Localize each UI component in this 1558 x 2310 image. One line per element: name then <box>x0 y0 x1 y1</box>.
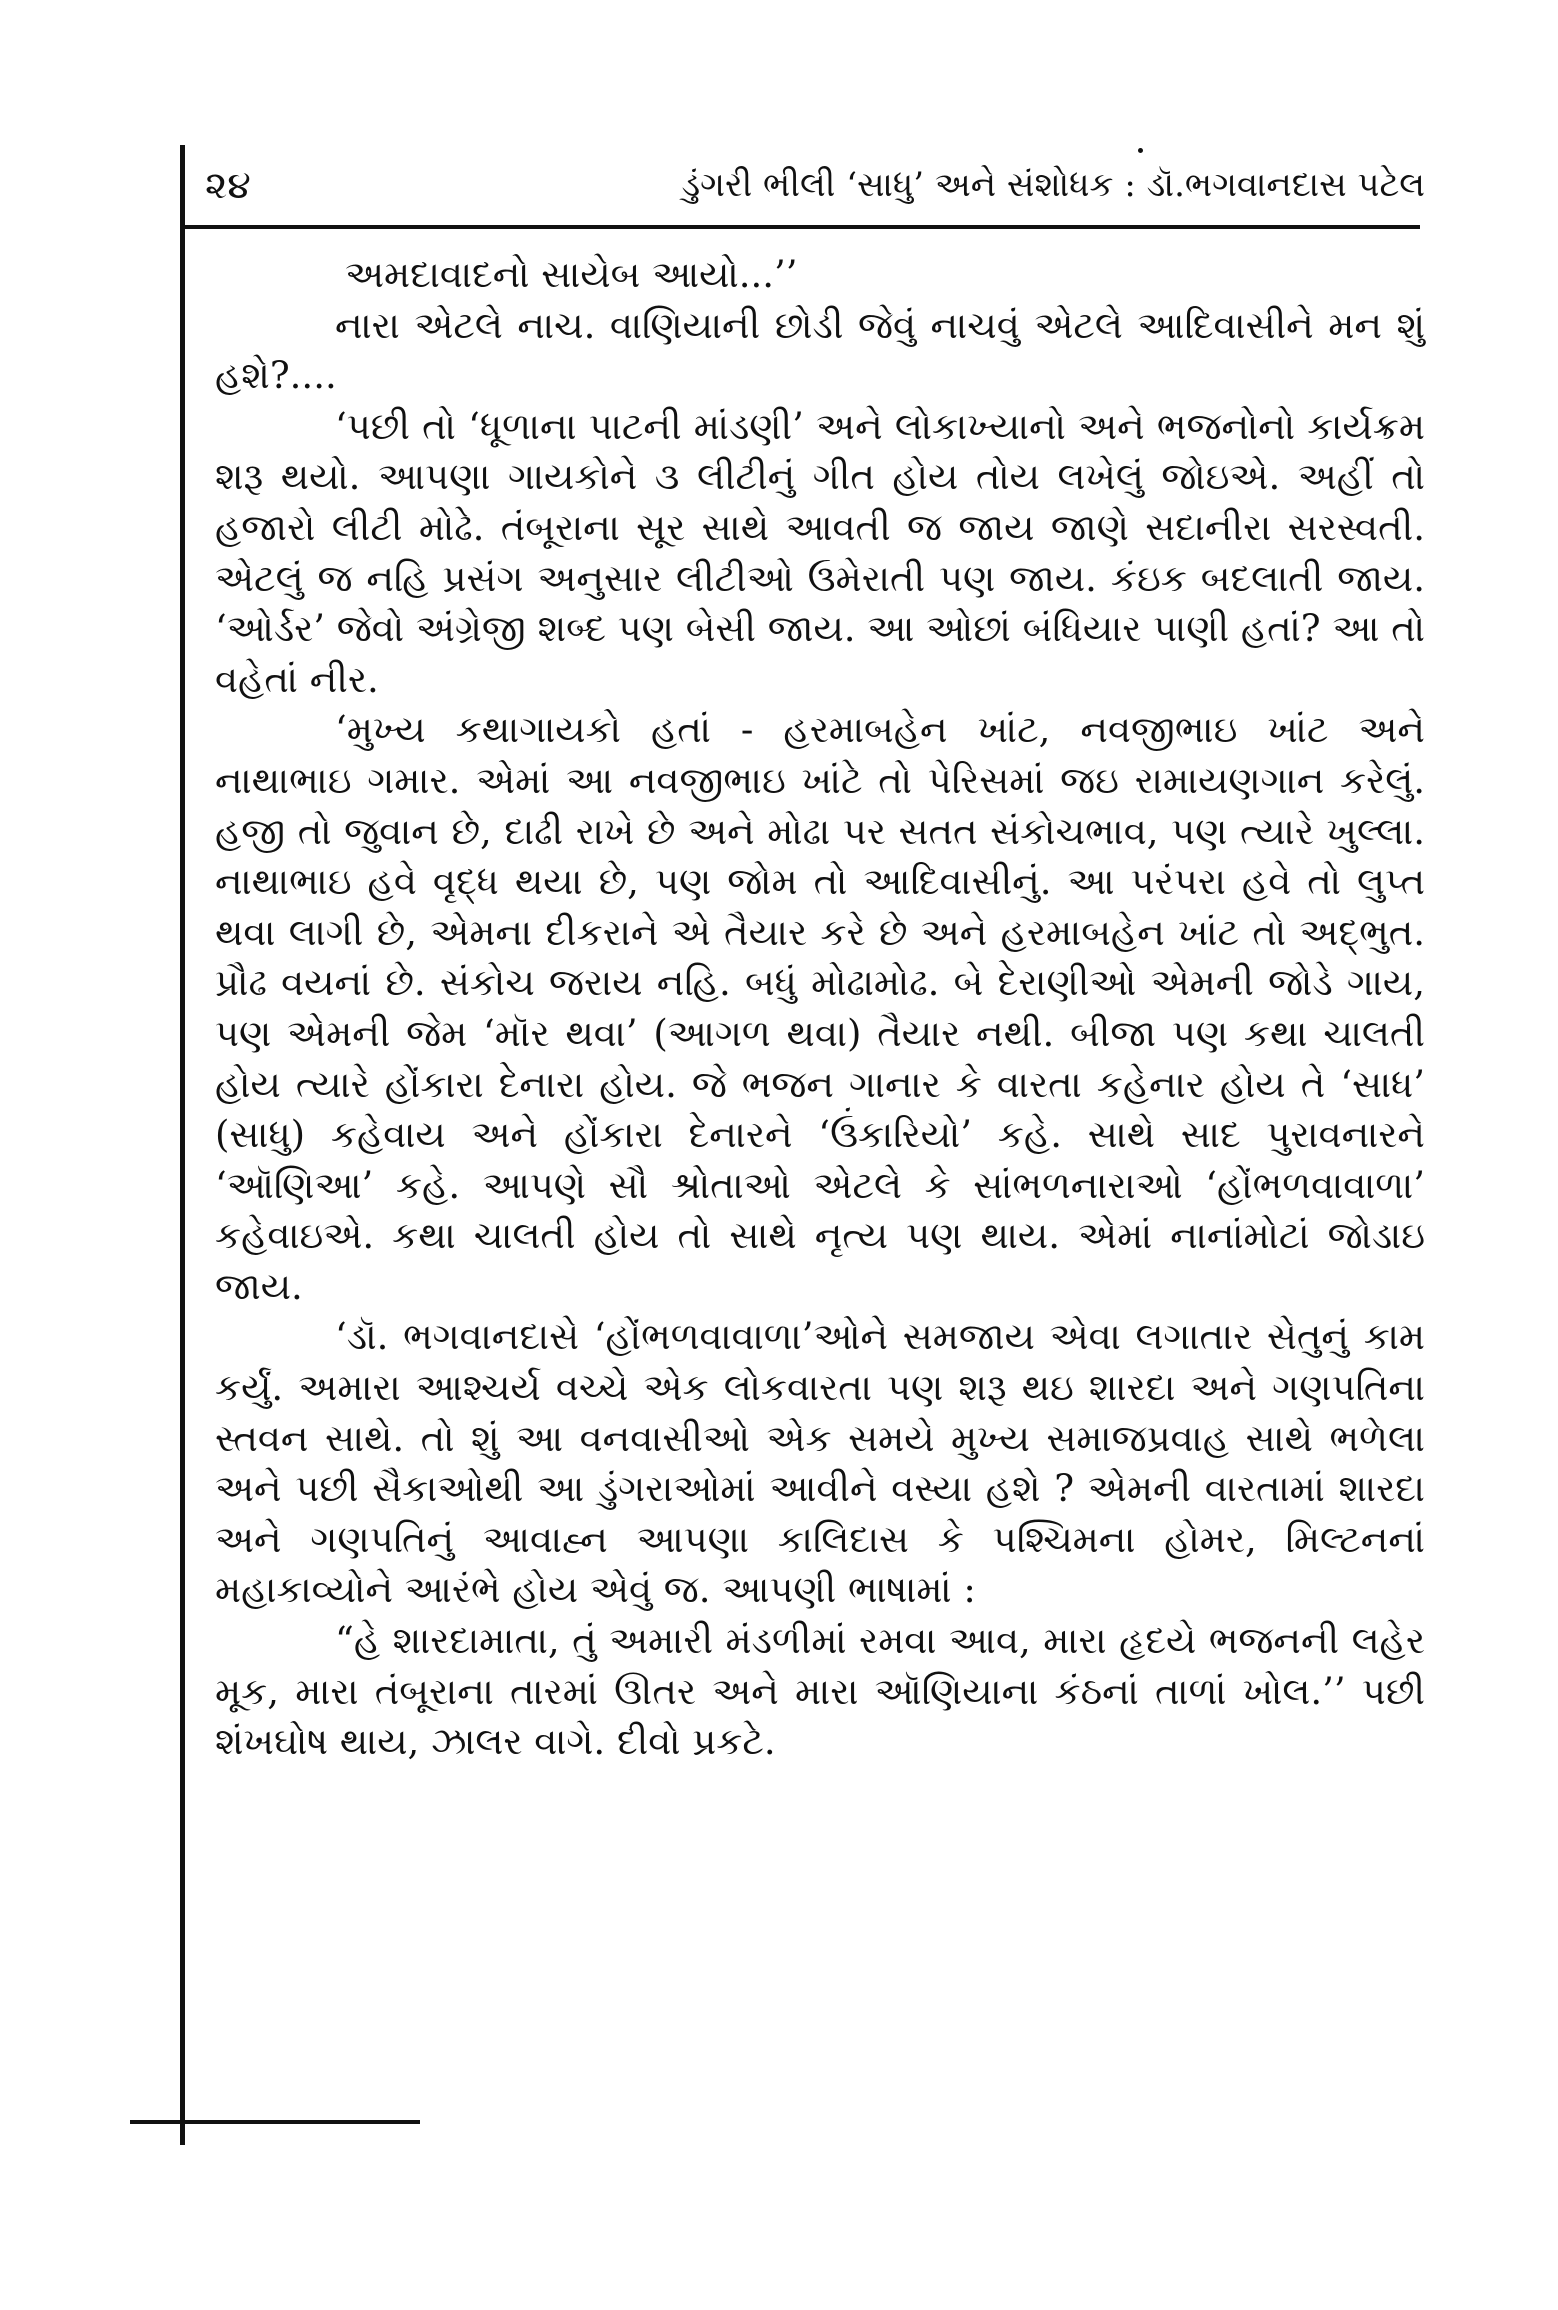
paragraph: “હે શારદામાતા, તું અમારી મંડળીમાં રમવા આવ, મારા હૃદયે ભજનની લહેર મૂક, મારા તંબૂરાના તારમાં ઊતર અને મારા ઑણિયાના કંઠનાં તાળાં ખોલ.’’ પછી શંખઘોષ થાય, ઝાલર વાગે. દીવો પ્રકટે. <box>215 1619 1425 1764</box>
header-rule <box>180 225 1420 229</box>
paragraph: ‘પછી તો ‘ધૂળાના પાટની માંડણી’ અને લોકાખ્યાનો અને ભજનોનો કાર્યક્રમ શરૂ થયો. આપણા ગાયકોને ૩ લીટીનું ગીત હોય તોય લખેલું જોઇએ. અહીં તો હજારો લીટી મોઢે. તંબૂરાના સૂર સાથે આવતી જ જાય જાણે સદાનીરા સરસ્વતી. એટલું જ નહિ પ્રસંગ અનુસાર લીટીઓ ઉમેરાતી પણ જાય. કંઇક બદલાતી જાય. ‘ઓર્ડર’ જેવો અંગ્રેજી શબ્દ પણ બેસી જાય. આ ઓછાં બંધિયાર પાણી હતાં? આ તો વહેતાં નીર. <box>215 404 1425 701</box>
paragraph: નારા એટલે નાચ. વાણિયાની છોડી જેવું નાચવું એટલે આદિવાસીને મન શું હશે?.... <box>215 303 1425 398</box>
paragraph: ‘ડૉ. ભગવાનદાસે ‘હોંભળવાવાળા’ઓને સમજાય એવા લગાતાર સેતુનું કામ કર્યું. અમારા આશ્ચર્ય વચ્ચે એક લોકવારતા પણ શરૂ થઇ શારદા અને ગણપતિના સ્તવન સાથે. તો શું આ વનવાસીઓ એક સમયે મુખ્ય સમાજપ્રવાહ સાથે ભળેલા અને પછી સૈકાઓથી આ ડુંગરાઓમાં આવીને વસ્યા હશે ? એમની વારતામાં શારદા અને ગણપતિનું આવાહ્ન આપણા કાલિદાસ કે પશ્ચિમના હોમર, મિલ્ટનનાં મહાકાવ્યોને આરંભે હોય એવું જ. આપણી ભાષામાં : <box>215 1315 1425 1612</box>
body-text <box>215 250 1425 1768</box>
running-head: ડુંગરી ભીલી ‘સાધુ’ અને સંશોધક : ડૉ.ભગવાનદાસ પટેલ <box>681 165 1425 205</box>
left-margin-rule <box>180 145 185 2145</box>
paragraph: અમદાવાદનો સાયેબ આયો...’’ <box>345 253 798 296</box>
footer-rule <box>130 2120 420 2124</box>
page-header <box>205 160 1425 210</box>
page-number: ૨૪ <box>205 163 251 207</box>
ink-dot <box>1138 148 1143 153</box>
paragraph: ‘મુખ્ય કથાગાયકો હતાં - હરમાબહેન ખાંટ, નવજીભાઇ ખાંટ અને નાથાભાઇ ગમાર. એમાં આ નવજીભાઇ ખાંટે તો પેરિસમાં જઇ રામાયણગાન કરેલું. હજી તો જુવાન છે, દાઢી રાખે છે અને મોઢા પર સતત સંકોચભાવ, પણ ત્યારે ખુલ્લા. નાથાભાઇ હવે વૃદ્ધ થયા છે, પણ જોમ તો આદિવાસીનું. આ પરંપરા હવે તો લુપ્ત થવા લાગી છે, એમના દીકરાને એ તૈયાર કરે છે અને હરમાબહેન ખાંટ તો અદ્ભુત. પ્રૌઢ વયનાં છે. સંકોચ જરાય નહિ. બધું મોઢામોઢ. બે દેરાણીઓ એમની જોડે ગાય, પણ એમની જેમ ‘મૉર થવા’ (આગળ થવા) તૈયાર નથી. બીજા પણ કથા ચાલતી હોય ત્યારે હોંકારા દેનારા હોય. જે ભજન ગાનાર કે વારતા કહેનાર હોય તે ‘સાધ’ (સાધુ) કહેવાય અને હોંકારા દેનારને ‘ઉંકારિયો’ કહે. સાથે સાદ પુરાવનારને ‘ઑણિઆ’ કહે. આપણે સૌ શ્રોતાઓ એટલે કે સાંભળનારાઓ ‘હોંભળવાવાળા’ કહેવાઇએ. કથા ચાલતી હોય તો સાથે નૃત્ય પણ થાય. એમાં નાનાંમોટાં જોડાઇ જાય. <box>215 708 1425 1308</box>
